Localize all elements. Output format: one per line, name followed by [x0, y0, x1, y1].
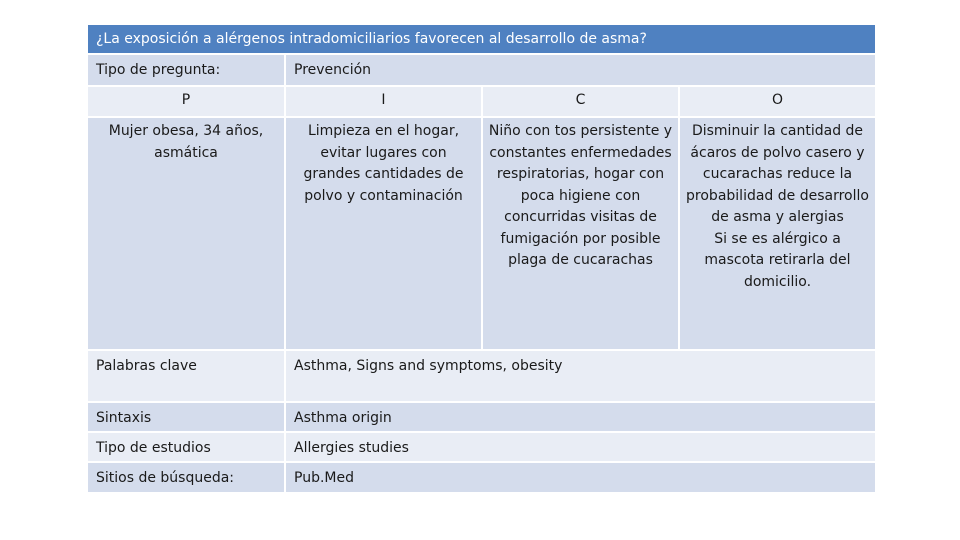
pico-header-o: O	[680, 87, 875, 116]
pico-header-c: C	[483, 87, 678, 116]
study-type-value: Allergies studies	[286, 433, 875, 461]
keywords-label: Palabras clave	[88, 351, 284, 401]
question-type-label: Tipo de pregunta:	[88, 55, 284, 85]
pico-header-p: P	[88, 87, 284, 116]
study-type-label: Tipo de estudios	[88, 433, 284, 461]
search-sites-value: Pub.Med	[286, 463, 875, 492]
keywords-value: Asthma, Signs and symptoms, obesity	[286, 351, 875, 401]
pico-value-i: Limpieza en el hogar, evitar lugares con grandes cantidades de polvo y contaminación	[286, 118, 481, 349]
syntax-label: Sintaxis	[88, 403, 284, 431]
syntax-value: Asthma origin	[286, 403, 875, 431]
pico-header-i: I	[286, 87, 481, 116]
pico-table	[88, 25, 869, 492]
pico-value-c: Niño con tos persistente y constantes enfermedades respiratorias, hogar con poca higiene con concurridas visitas de fumigación por posible plaga de cucarachas	[483, 118, 678, 349]
pico-value-o-line1: Disminuir la cantidad de ácaros de polvo casero y cucarachas reduce la probabilidad de desarrollo de asma y alergias	[686, 123, 869, 225]
question-type-value: Prevención	[286, 55, 875, 85]
pico-value-o	[680, 118, 875, 349]
pico-value-p: Mujer obesa, 34 años, asmática	[88, 118, 284, 349]
table-title: ¿La exposición a alérgenos intradomiciliarios favorecen al desarrollo de asma?	[88, 25, 875, 53]
search-sites-label: Sitios de búsqueda:	[88, 463, 284, 492]
pico-value-o-line2: Si se es alérgico a mascota retirarla del domicilio.	[704, 230, 851, 290]
